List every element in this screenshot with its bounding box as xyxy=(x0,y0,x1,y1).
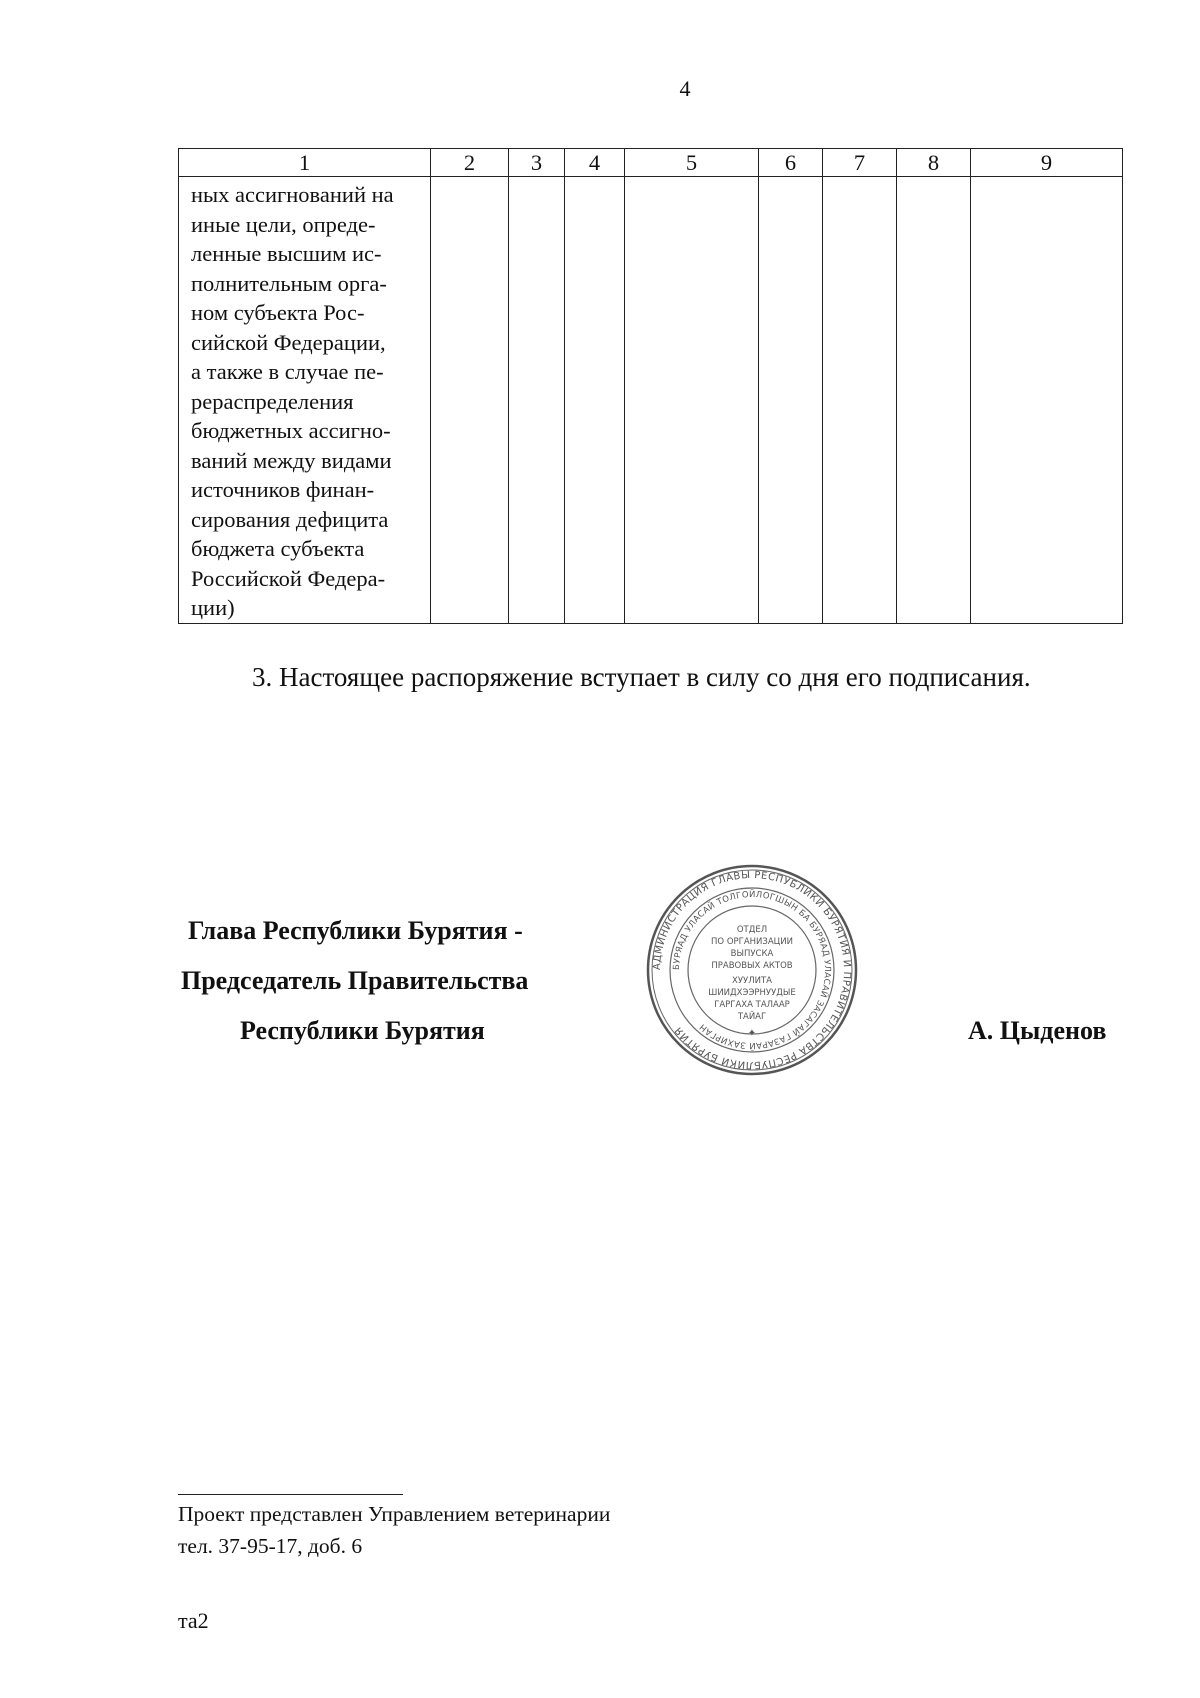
table-cell xyxy=(625,177,759,624)
seal-center-line: ТАЙАГ xyxy=(737,1012,767,1022)
column-header: 5 xyxy=(625,149,759,177)
signatory-name: А. Цыденов xyxy=(968,1016,1107,1045)
budget-table xyxy=(178,148,1123,624)
seal-center-line: ГАРГАХА ТАЛААР xyxy=(714,1000,790,1010)
column-header: 8 xyxy=(897,149,971,177)
seal-center-line: ПРАВОВЫХ АКТОВ xyxy=(711,961,793,971)
seal-inner-text: БУРЯАД УЛАСАЙ ТОЛГОЙЛОГШЫН БА БУРЯАД УЛАСАЙ ЗАСАГАЙ ГАЗАРАЙ ЗАХИРГАН xyxy=(671,889,833,1051)
table-row xyxy=(179,177,1123,624)
cell-text-line: полнительным орга- xyxy=(191,270,387,296)
table-cell xyxy=(565,177,625,624)
cell-text-line: ленные высшим ис- xyxy=(191,241,382,266)
cell-text-line: сирования дефицита xyxy=(191,506,389,532)
document-code: та2 xyxy=(178,1608,209,1633)
page-number: 4 xyxy=(679,76,691,101)
seal-outer-text: АДМИНИСТРАЦИЯ ГЛАВЫ РЕСПУБЛИКИ БУРЯТИЯ И ПРАВИТЕЛЬСТВА РЕСПУБЛИКИ БУРЯТИЯ xyxy=(651,869,853,1071)
footnote-line-1: Проект представлен Управлением ветеринарии xyxy=(178,1502,611,1526)
table-cell xyxy=(971,177,1123,624)
signatory-title-line-2: Председатель Правительства xyxy=(181,966,529,995)
official-seal xyxy=(644,862,860,1078)
table-cell xyxy=(431,177,509,624)
cell-text-line: бюджетных ассигно- xyxy=(191,418,391,443)
column-header: 9 xyxy=(971,149,1123,177)
signatory-title-line-1: Глава Республики Бурятия - xyxy=(188,916,523,945)
cell-text-line: источников финан- xyxy=(191,477,375,502)
table-header-row xyxy=(179,149,1123,177)
seal-center-line: ПО ОРГАНИЗАЦИИ xyxy=(711,937,793,947)
column-header: 7 xyxy=(823,149,897,177)
column-header: 6 xyxy=(759,149,823,177)
cell-text-line: бюджета субъекта xyxy=(191,536,365,561)
seal-star-icon: ✦ xyxy=(747,1028,757,1039)
seal-center-line: ОТДЕЛ xyxy=(736,925,768,935)
column-header: 1 xyxy=(179,149,431,177)
footnote-divider xyxy=(178,1494,403,1495)
table-cell xyxy=(823,177,897,624)
column-header: 4 xyxy=(565,149,625,177)
column-header: 3 xyxy=(509,149,565,177)
table-cell-description xyxy=(179,177,431,624)
table-cell xyxy=(897,177,971,624)
cell-text-line: ном субъекта Рос- xyxy=(191,300,365,325)
table-cell xyxy=(509,177,565,624)
seal-center-line: ВЫПУСКА xyxy=(730,949,774,959)
cell-text-line: ваний между видами xyxy=(191,447,392,473)
column-header: 2 xyxy=(431,149,509,177)
cell-text-line: ных ассигнований на xyxy=(191,182,394,207)
table-cell xyxy=(759,177,823,624)
seal-center-line: ХУУЛИТА xyxy=(732,976,772,986)
cell-text-line: ции) xyxy=(191,595,235,620)
seal-center-line: ШИИДХЭЭРНУУДЫЕ xyxy=(708,988,796,998)
footnote-line-2: тел. 37-95-17, доб. 6 xyxy=(178,1534,363,1558)
cell-text-line: сийской Федерации, xyxy=(191,329,386,355)
paragraph-3: 3. Настоящее распоряжение вступает в силу со дня его подписания. xyxy=(252,662,1031,692)
cell-text-line: Российской Федера- xyxy=(191,565,386,591)
cell-text-line: иные цели, опреде- xyxy=(191,211,376,237)
signatory-title-line-3: Республики Бурятия xyxy=(240,1016,485,1045)
cell-text-line: рераспределения xyxy=(191,388,354,414)
cell-text-line: а также в случае пе- xyxy=(191,359,384,384)
